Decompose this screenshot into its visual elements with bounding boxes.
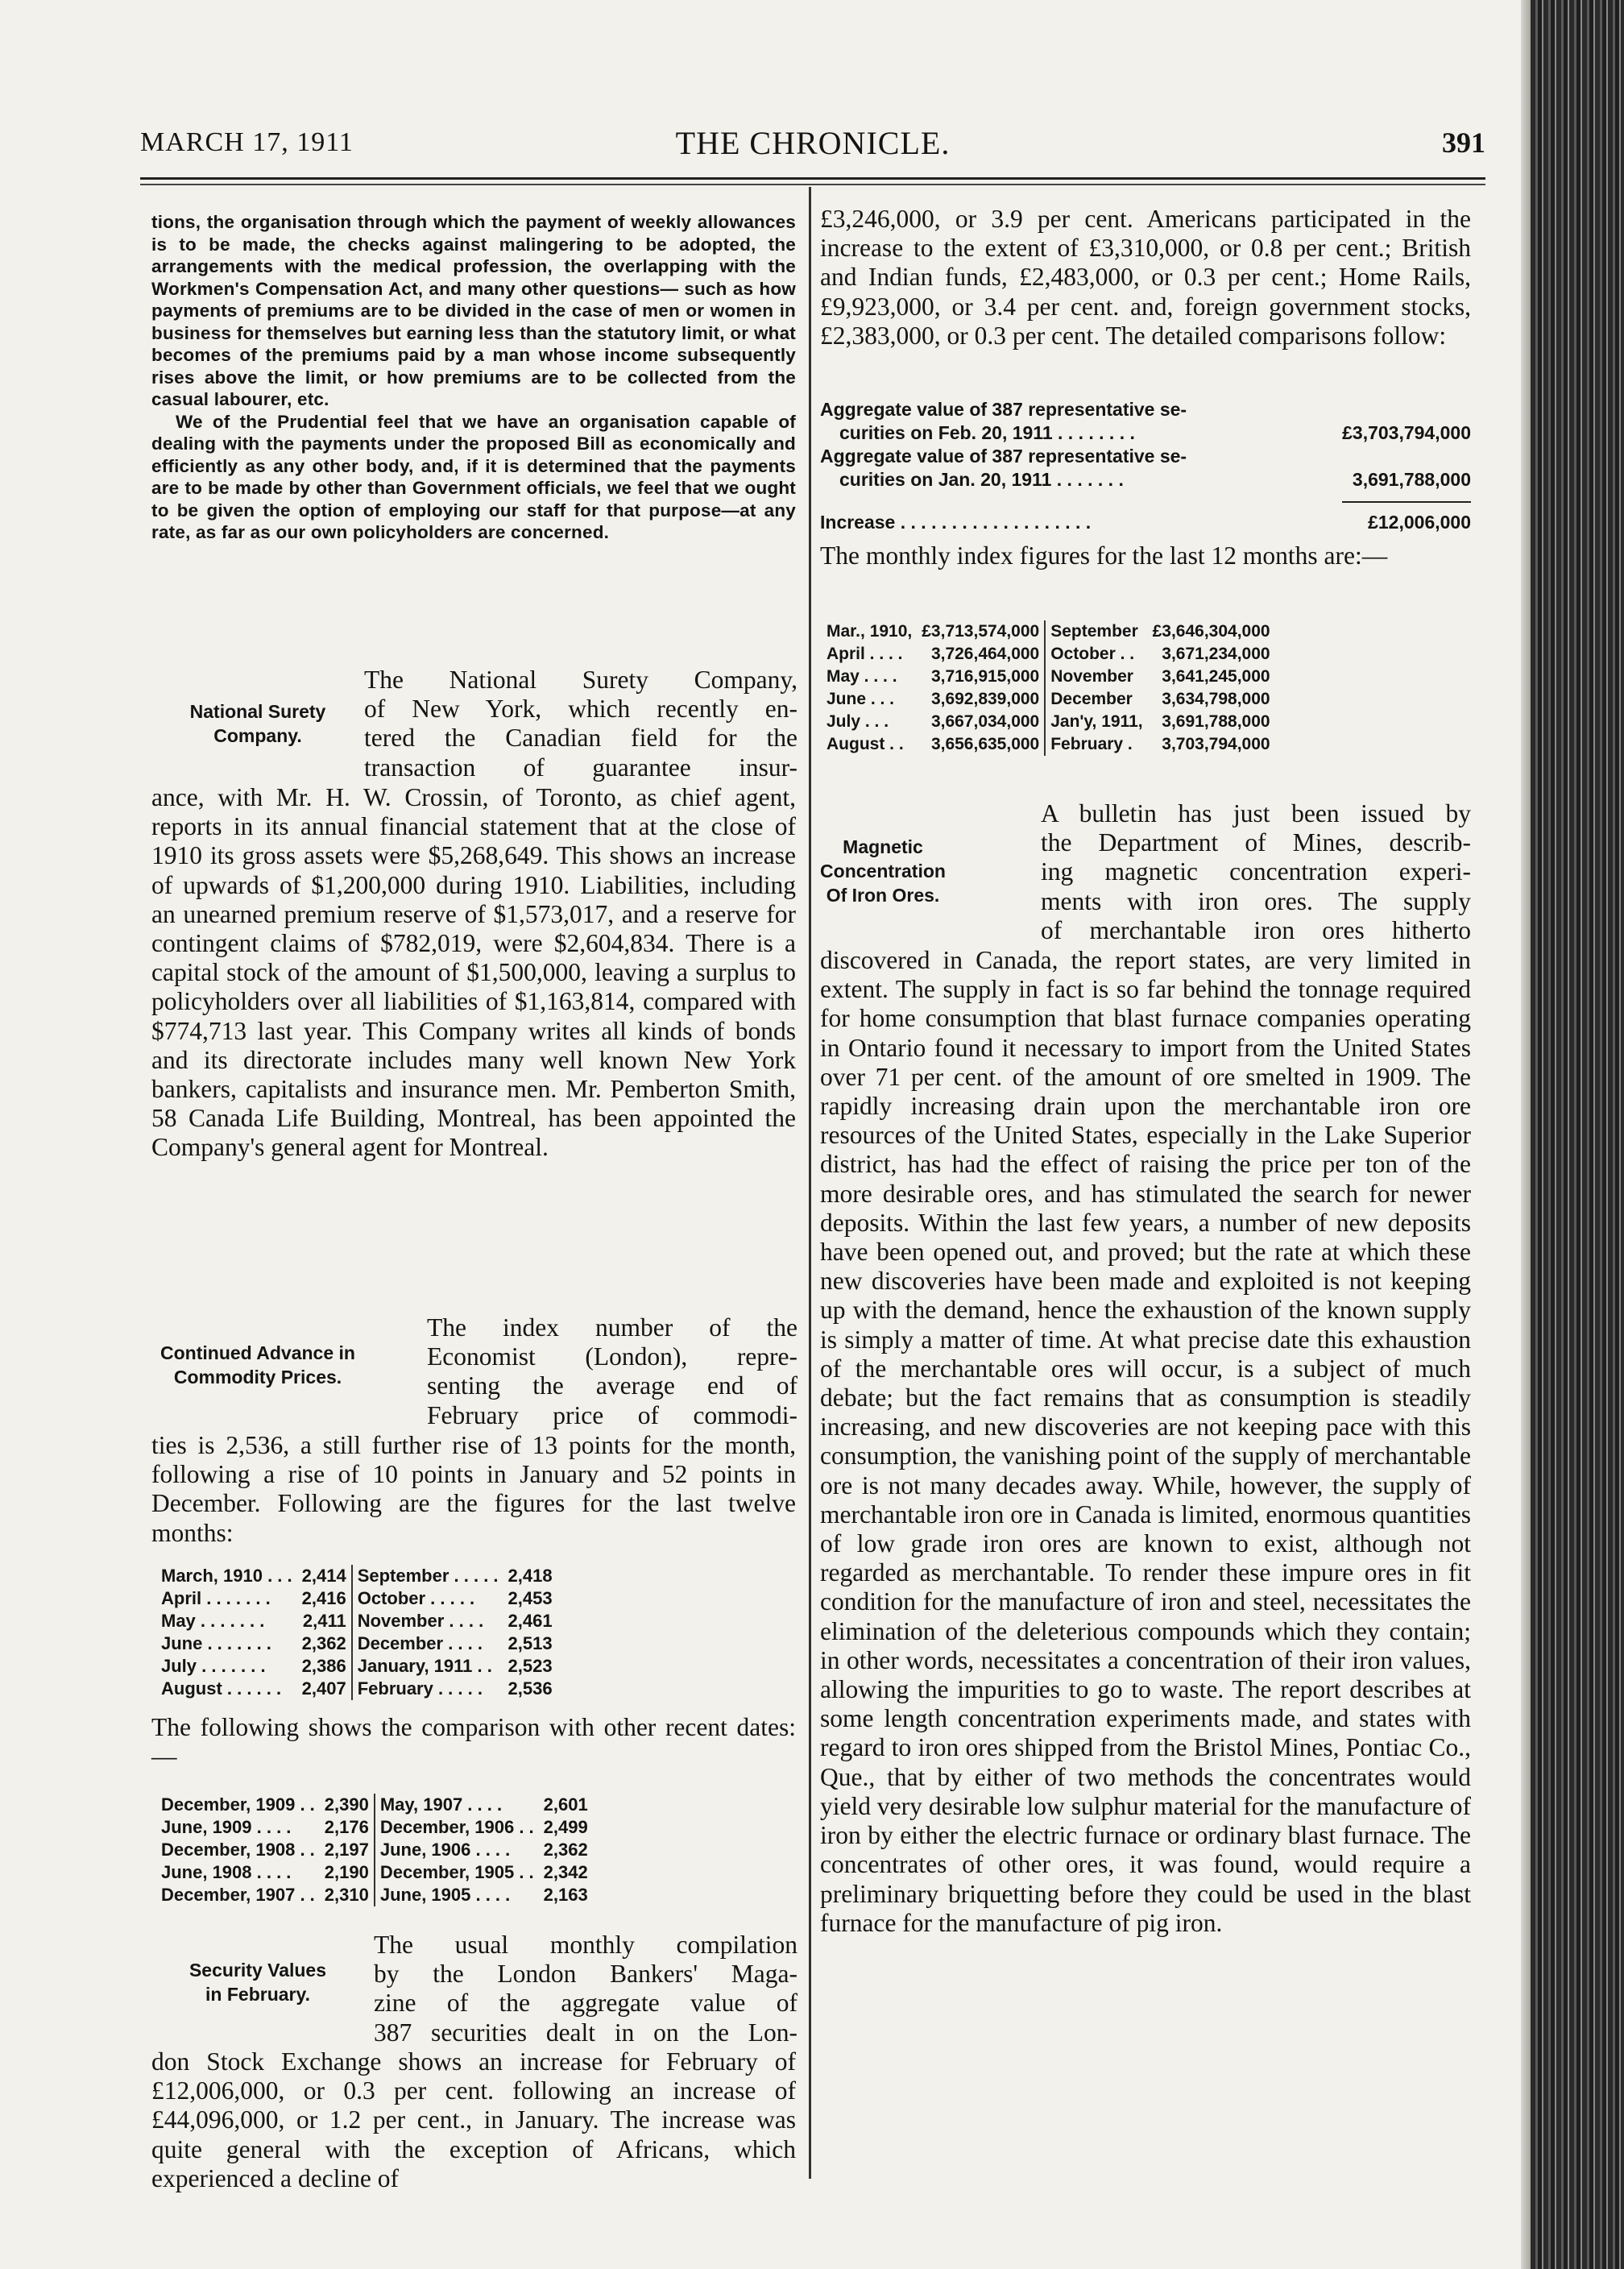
surety-body: ance, with Mr. H. W. Crossin, of Toronto, as chief agent, reports in its annual financial statement that at the close of 1910 its gross assets were $5,268,649. This shows an increase of upwards of $1,200,000 during 1910. Liabilities, including an unearned premium reserve of $1,573,017, and a reserve for contingent claims of $782,019, were $2,604,834. There is a capital stock of the amount of $1,500,000, leaving a surplus to policyholders over all liabilities of $1,163,814, compared with $774,713 last year. This Company writes all kinds of bonds and its directorate includes many well known New York bankers, capitalists and insurance men. Mr. Pemberton Smith, 58 Canada Life Building, Montreal, has been appointed the Company's general agent for Montreal. [151,783,796,1162]
security-body: don Stock Exchange shows an increase for February of £12,006,000, or 0.3 per cent. following an increase of £44,096,000, or 1.2 per cent., in January. The increase was quite general with the exception of Africans, which experienced a decline of [151,2047,796,2192]
row-value: 2,163 [543,1885,588,1905]
table-row [156,1861,593,1884]
row-value: 3,656,635,000 [930,735,1040,753]
row-value: 2,411 [302,1611,346,1631]
commodity-comparison: The following shows the comparison with other recent dates:— [151,1713,796,1771]
right-opening: £3,246,000, or 3.9 per cent. Americans participated in the increase to the extent of £3,310,000, or 0.8 per cent.; British and Indian funds, £2,483,000, or 0.3 per cent.; Home Rails, £9,923,000, or 3.4 per cent. and, foreign government stocks, £2,383,000, or 0.3 per cent. The detailed comparisons follow: [820,205,1471,350]
row-value: 2,407 [301,1678,346,1699]
row-value: 2,414 [301,1566,346,1586]
row-label: December, 1905 . . [375,1861,539,1884]
row-label: August . . [826,735,904,753]
row-label: June . . . . . . . [161,1633,271,1653]
row-label: April . . . . . . . [161,1588,271,1608]
row-label: November [1045,666,1147,688]
row-value: 2,362 [301,1633,346,1653]
table-row [156,1816,593,1839]
monthly-index-table [822,620,1275,756]
row-label: May . . . . . . . [161,1611,265,1631]
table-row [822,643,1275,666]
row-label: February . . . . . [352,1678,503,1700]
surety-sidehead: National Surety Company. [189,701,326,746]
book-spine [1531,0,1624,2269]
aggregate-summary: Aggregate value of 387 representative se- curities on Feb. 20, 1911 . . . . . . . . £3,703,794,000 Aggregate value of 387 representative se- curities on Jan. 20, 1911 . . . . . . . 3,691,788,000 Increase . . . . . . . . . . . . . . . . . . . £12,006,000 [820,399,1471,533]
row-label: November . . . . [352,1610,503,1632]
row-value: 2,523 [508,1656,553,1676]
row-label: December [1045,688,1147,711]
table-row [156,1839,593,1861]
row-label: December, 1908 . . [161,1840,315,1860]
row-label: Mar., 1910, [826,622,913,641]
table-row [156,1610,557,1632]
row-label: June, 1908 . . . . [161,1862,292,1882]
jan-aggregate-value: 3,691,788,000 [1352,469,1471,490]
row-value: 2,453 [508,1588,553,1608]
row-value: 2,461 [508,1611,553,1631]
row-value: 2,190 [324,1862,369,1882]
table-row [156,1632,557,1655]
magnetic-sidehead: Magnetic Concentration Of Iron Ores. [820,836,946,906]
prudential-paragraph-2: We of the Prudential feel that we have an organisation capable of dealing with the payments under the proposed Bill as economically and efficiently as any other body, and, if it is determined that the payments are to be made by other than Government officials, we feel that we ought to be given the option of employing our staff for that purpose—at any rate, as far as our own policyholders are concerned. [151,411,796,542]
row-value: 3,671,234,000 [1162,645,1270,663]
prudential-paragraph-1: tions, the organisation through which the payment of weekly allowances is to be made, the checks against malingering to be adopted, the arrangements with the medical profession, the overlapping with the Workmen's Compensation Act, and many other questions— such as how payments of premiums are to be divided in the case of men or women in business for themselves but earning less than the statutory limit, or what becomes of the premiums paid by a man whose income subsequently rises above the limit, or how premiums are to be collected from the casual labourer, etc. [151,212,796,409]
row-label: December, 1906 . . [375,1816,539,1839]
row-value: 3,691,788,000 [1162,712,1270,731]
row-label: July . . . [826,712,889,731]
row-value: 3,726,464,000 [930,645,1040,663]
row-label: September [1045,620,1147,643]
row-label: December, 1909 . . [161,1794,315,1815]
row-label: May, 1907 . . . . [375,1794,539,1816]
surety-intro: The National Surety Company, of New York, which recently en- tered the Canadian field for the transaction of guarantee insur- [364,666,798,782]
row-label: August . . . . . . [161,1678,282,1699]
row-value: 2,390 [324,1794,369,1815]
commodity-body: ties is 2,536, a still further rise of 13 points for the month, following a rise of 10 points in January and 52 points in December. Following are the figures for the last twelve months: [151,1431,796,1547]
row-value: 3,641,245,000 [1162,667,1270,686]
table-row [156,1565,557,1587]
publication-title: THE CHRONICLE. [675,125,951,161]
running-header [140,121,1485,161]
row-value: 3,716,915,000 [930,667,1040,686]
table-row [822,666,1275,688]
row-value: 2,342 [543,1862,588,1882]
row-label: December . . . . [352,1632,503,1655]
commodity-sidehead: Continued Advance in Commodity Prices. [160,1342,355,1388]
table-row [822,711,1275,733]
row-value: 2,601 [543,1794,588,1815]
table-row [822,733,1275,756]
row-value: £3,646,304,000 [1152,622,1270,641]
table-row [156,1678,557,1700]
magnetic-body: discovered in Canada, the report states, are very limited in extent. The supply in fact is so far behind the tonnage required for home consumption that blast furnace companies operating in Ontario found it necessary to import from the United States over 71 per cent. of the amount of ore smelted in 1909. The rapidly increasing drain upon the merchantable iron ore resources of the United States, especially in the Lake Superior district, has had the effect of raising the price per ton of the more desirable ores, and has stimulated the search for newer deposits. Within the last few years, a number of new deposits have been opened out, and proved; but the rate at which these new discoveries have been made and exploited is not keeping up with the demand, hence the exhaustion of the known supply is simply a matter of time. At what precise date this exhaustion of the merchantable ores will occur, is a subject of much debate; but the fact remains that as consumption is steadily increasing, and new discoveries are not keeping pace with this consumption, the vanishing point of the supply of merchantable ore is not many decades away. While, however, the supply of merchantable iron ore in Canada is limited, enormous quantities of low grade iron ores are known to exist, although not regarded as merchantable. To render these impure ores in fit condition for the manufacture of iron and steel, necessitates the elimination of the deleterious compounds which they contain; in other words, necessitates a concentration of their iron values, allowing the impurities to go to waste. The report describes at some length concentration experiments made, and states with regard to iron ores shipped from the Bristol Mines, Pontiac Co., Que., that by either of two methods the concentrates would yield very desirable low sulphur material for the manufacture of iron by either the electric furnace or ordinary blast furnace. The concentrates of other ores, it was found, would require a preliminary briquetting before they could be used in the blast furnace for the manufacture of pig iron. [820,946,1471,1937]
security-sidehead: Security Values in February. [188,1960,327,2005]
table-row [156,1587,557,1610]
page-number: 391 [1442,127,1485,159]
row-label: March, 1910 . . . [161,1566,292,1586]
monthly-intro: The monthly index figures for the last 12 months are:— [820,541,1388,570]
magnetic-intro: A bulletin has just been issued by the Department of Mines, describ- ing magnetic concentration experi- ments with iron ores. The supply of merchantable iron ores hitherto [1041,799,1471,944]
table-row [156,1655,557,1678]
row-value: 2,362 [543,1840,588,1860]
column-divider [809,187,811,2179]
commodity-table-2 [156,1794,593,1906]
row-label: May . . . . [826,667,897,686]
header-rule [140,177,1485,180]
table-row [822,620,1275,643]
header-rule-thin [140,184,1485,185]
increase-value: £12,006,000 [1368,512,1471,533]
row-value: 3,667,034,000 [930,712,1040,731]
row-label: February . [1045,733,1147,756]
row-value: 2,513 [508,1633,553,1653]
row-value: 3,703,794,000 [1162,735,1270,753]
row-label: December, 1907 . . [161,1885,315,1905]
feb-aggregate-value: £3,703,794,000 [1342,422,1471,443]
row-label: April . . . . [826,645,903,663]
row-value: 2,310 [324,1885,369,1905]
row-value: 2,418 [508,1566,553,1586]
row-label: June, 1906 . . . . [375,1839,539,1861]
table-row [822,688,1275,711]
row-label: October . . . . . [352,1587,503,1610]
table-row [156,1794,593,1816]
row-label: July . . . . . . . [161,1656,266,1676]
row-value: 3,692,839,000 [930,690,1040,708]
row-value: 3,634,798,000 [1162,690,1270,708]
page-edge [1521,0,1531,2269]
issue-date: MARCH 17, 1911 [140,127,354,157]
row-label: June . . . [826,690,895,708]
row-value: 2,536 [508,1678,553,1699]
row-label: June, 1909 . . . . [161,1817,292,1837]
row-value: 2,499 [543,1817,588,1837]
security-intro: The usual monthly compilation by the London Bankers' Maga- zine of the aggregate value of 387 securities dealt in on the Lon- [374,1931,798,2047]
row-label: Jan'y, 1911, [1045,711,1147,733]
row-value: 2,386 [301,1656,346,1676]
row-label: June, 1905 . . . . [375,1884,539,1906]
commodity-intro: The index number of the Economist (London), repre- senting the average end of February price of commodi- [427,1313,798,1429]
left-column [151,211,796,544]
row-value: 2,197 [324,1840,369,1860]
row-label: January, 1911 . . [352,1655,503,1678]
row-value: 2,176 [324,1817,369,1837]
commodity-table-1 [156,1565,557,1700]
sum-rule [1342,501,1471,503]
row-label: September . . . . . [352,1565,503,1587]
row-value: £3,713,574,000 [922,622,1040,641]
table-row [156,1884,593,1906]
row-label: October . . [1045,643,1147,666]
row-value: 2,416 [301,1588,346,1608]
